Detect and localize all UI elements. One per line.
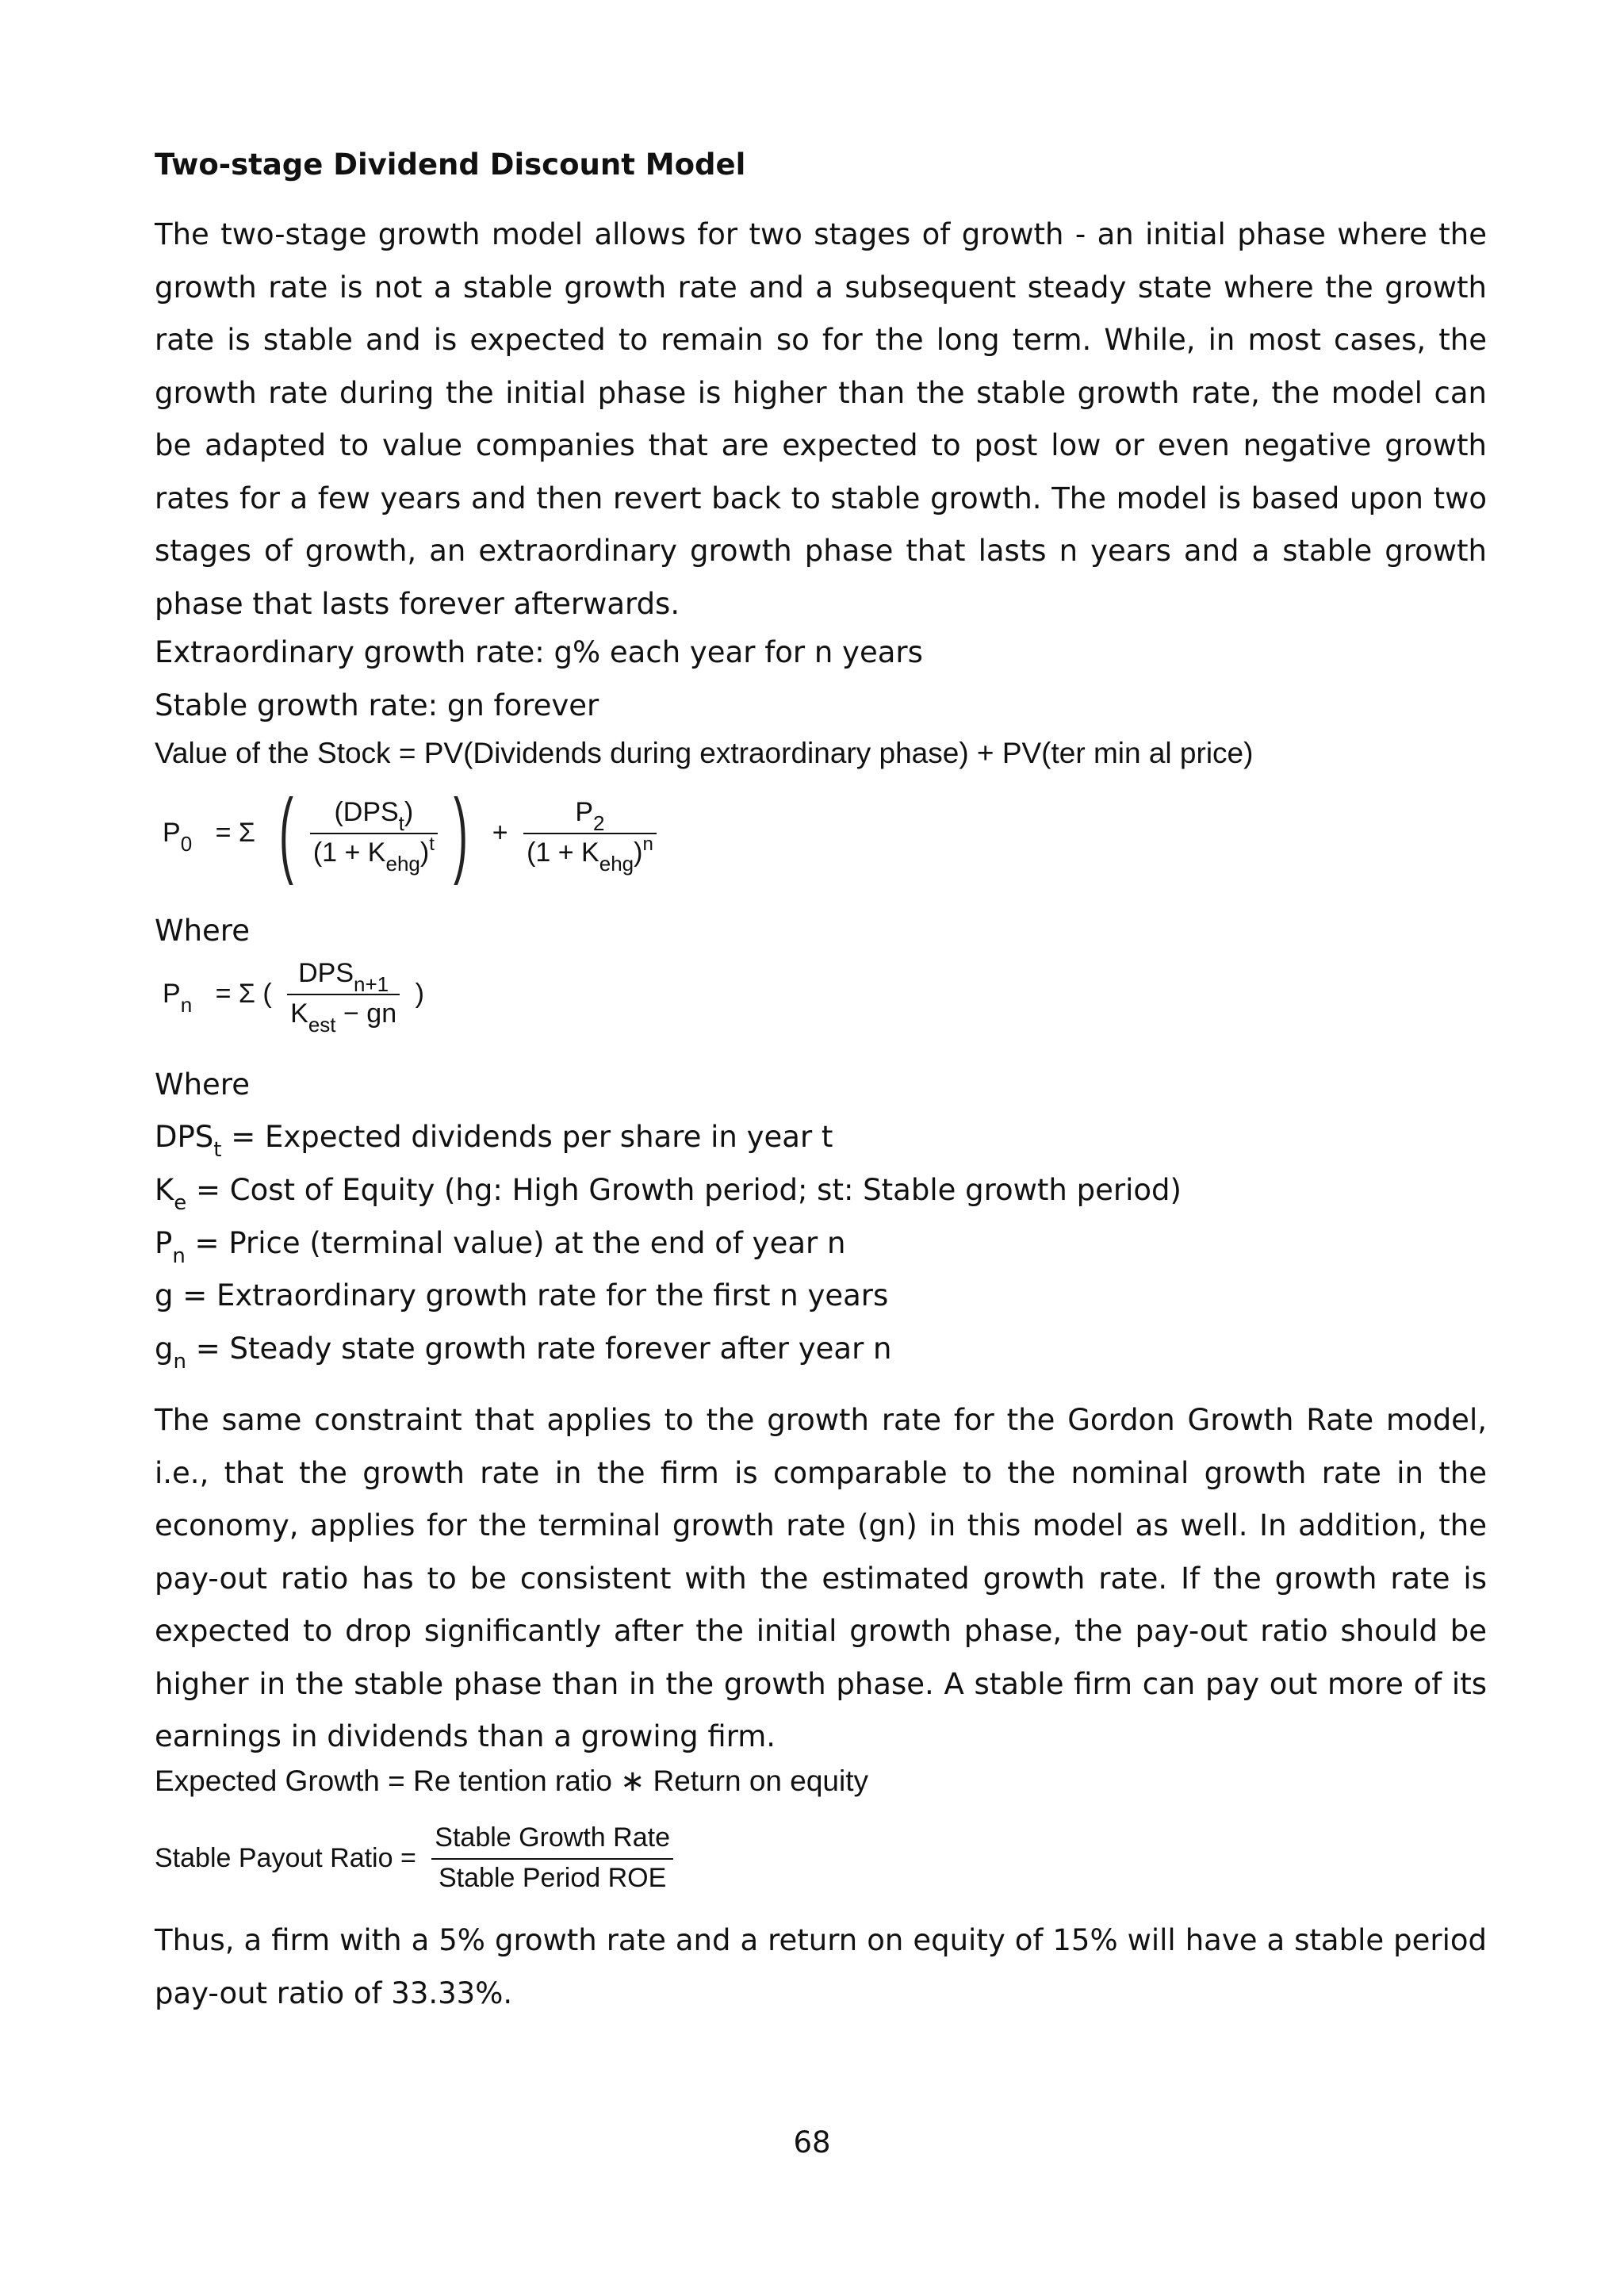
right-paren-glyph: ) [454, 780, 469, 886]
definition-item: $K_e$ = Cost of Equity (hg: High Growth period; st: Stable growth period) [155, 1173, 1182, 1215]
where-label-1: Where [155, 914, 250, 948]
formula-pn-sigma: = Σ ( [215, 978, 272, 1009]
formula-pn-fraction: $\frac{DPS_{n+1}}{K_{est} - gn}$ [287, 958, 400, 1029]
expected-growth-equation: Expected Growth = Re tention ratio ∗ Return on equity [155, 1765, 869, 1797]
value-of-stock-lhs: Value of the Stock [155, 737, 391, 769]
extraordinary-growth-line: Extraordinary growth rate: g% each year for n years [155, 635, 923, 669]
constraint-paragraph: The same constraint that applies to the growth rate for the Gordon Growth Rate model, i.e., that the growth rate in the firm is comparable to the nominal growth rate in the economy, applies for the terminal growth rate (gn) in this model as well. In addition, the pay-out ratio has to be consistent with the estimated growth rate. If the growth rate is expected to drop significantly after the initial growth phase, the pay-out ratio should be higher in the stable phase than in the growth phase. A stable firm can pay out more of its earnings in dividends than a growing firm. [155, 1403, 1487, 1753]
payout-lhs: Stable Payout Ratio = [155, 1842, 416, 1873]
formula-pn [155, 958, 432, 1037]
payout-ratio-formula [155, 1822, 673, 1894]
payout-numerator: Stable Growth Rate [431, 1822, 673, 1860]
formula-p0 [155, 780, 657, 886]
formula-pn-close: ) [415, 978, 424, 1009]
intro-paragraph: The two-stage growth model allows for two stages of growth - an initial phase where the growth rate is not a stable growth rate and a subsequent steady state where the growth rate is stable and is expected to remain so for the long term. While, in most cases, the growth rate during the initial phase is higher than the stable growth rate, the model can be adapted to value companies that are expected to post low or even negative growth rates for a few years and then revert back to stable growth. The model is based upon two stages of growth, an extraordinary growth phase that lasts n years and a stable growth phase that lasts forever afterwards. [155, 217, 1487, 621]
value-of-stock-eq: = [398, 737, 416, 769]
formula-pn-lhs: $P_n$ [163, 978, 193, 1017]
definition-item: $DPS_t$ = Expected dividends per share in year t [155, 1120, 833, 1162]
value-of-stock-term2: PV(ter min al price) [1002, 737, 1254, 769]
left-paren-glyph: ( [279, 780, 294, 886]
formula-p0-sigma: = Σ [215, 817, 255, 848]
value-of-stock-term1: PV(Dividends during extraordinary phase) [423, 737, 969, 769]
formula-p0-fraction-2: $\frac{P_2}{(1 + K_{ehg})^n}$ [523, 797, 657, 868]
where-label-2: Where [155, 1067, 250, 1102]
payout-fraction [431, 1822, 673, 1894]
definition-item: $g_n$ = Steady state growth rate forever after year n [155, 1332, 892, 1374]
payout-denominator: Stable Period ROE [439, 1863, 667, 1893]
definition-item: $P_n$ = Price (terminal value) at the end of year n [155, 1226, 846, 1268]
definition-item: g = Extraordinary growth rate for the first n years [155, 1278, 889, 1313]
value-of-stock-plus: + [976, 737, 994, 769]
conclusion-paragraph: Thus, a firm with a 5% growth rate and a return on equity of 15% will have a stable period pay-out ratio of 33.33%. [155, 1923, 1487, 2010]
section-heading: Two-stage Dividend Discount Model [155, 148, 746, 182]
formula-p0-fraction-1: $\frac{(DPS_t)}{(1 + K_{ehg})^t}$ [310, 797, 438, 868]
page-number: 68 [793, 2125, 831, 2159]
stable-growth-line: Stable growth rate: gn forever [155, 688, 599, 722]
value-of-stock-equation [155, 731, 1253, 776]
formula-p0-plus: + [492, 817, 508, 848]
formula-p0-lhs: $P_0$ [163, 817, 193, 856]
